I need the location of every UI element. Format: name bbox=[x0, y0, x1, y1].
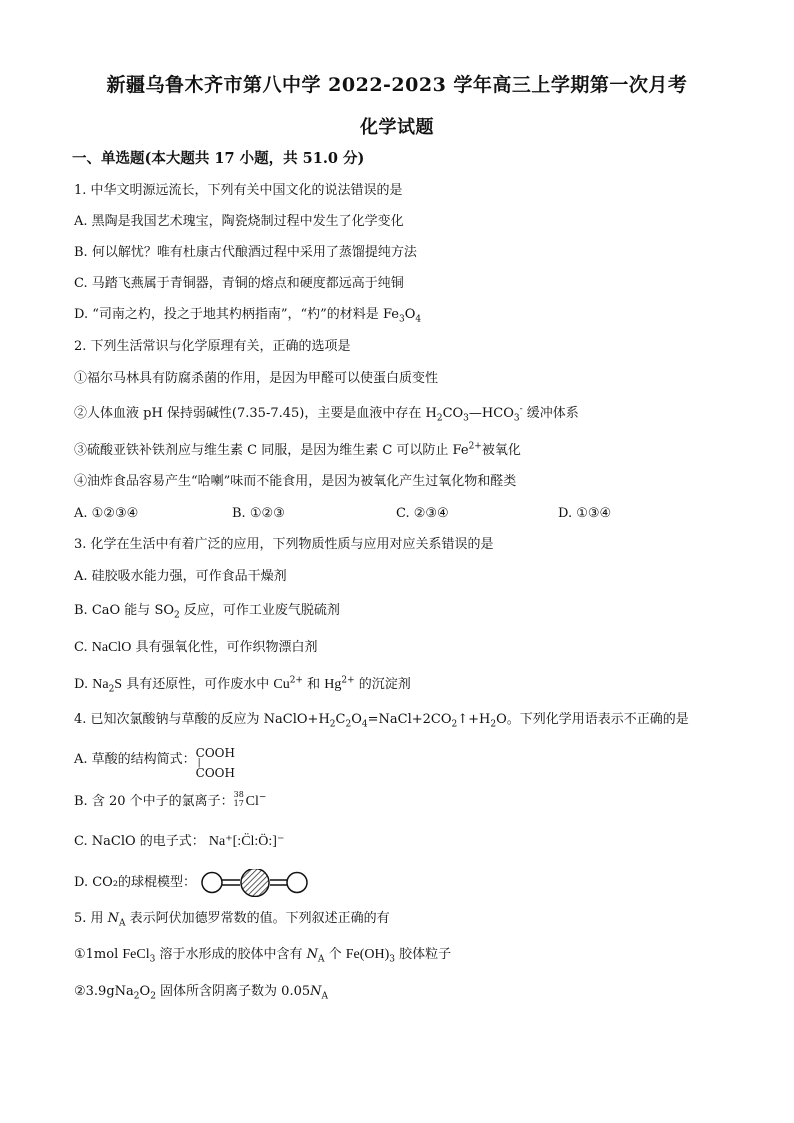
q4-option-d: D. CO₂的球棍模型： bbox=[74, 875, 197, 890]
q2-statement-1: ①福尔马林具有防腐杀菌的作用，是因为甲醛可以使蛋白质变性 bbox=[74, 371, 439, 386]
q3-stem: 3. 化学在生活中有着广泛的应用，下列物质性质与应用对应关系错误的是 bbox=[74, 537, 494, 552]
q5-stem: 5. 用 $N_A$ 表示阿伏加德罗常数的值。下列叙述正确的有 bbox=[74, 911, 390, 929]
q2-option-a: A. ①②③④ bbox=[74, 506, 139, 521]
q5-statement-2: $②3.9gNa_2O_2$ 固体所含阴离子数为 $0.05N_A$ bbox=[74, 984, 329, 1002]
oxalic-acid-structure: COOH | COOH bbox=[195, 746, 235, 780]
q2-statement-4: ④油炸食品容易产生“哈喇”味而不能食用，是因为被氧化产生过氧化物和醛类 bbox=[74, 474, 517, 489]
q2-statement-2: ②人体血液 pH 保持弱碱性(7.35-7.45)，主要是血液中存在 $H_2CO_3—HCO_3^-$ 缓冲体系 bbox=[74, 404, 579, 424]
q1-option-b: B. 何以解忧？唯有杜康古代酿酒过程中采用了蒸馏提纯方法 bbox=[74, 245, 417, 260]
q4-option-c: C. NaClO 的电子式： Na⁺[:C̈l:Ö:]⁻ bbox=[74, 834, 285, 849]
q1-option-a: A. 黑陶是我国艺术瑰宝，陶瓷烧制过程中发生了化学变化 bbox=[74, 214, 404, 229]
q2-option-d: D. ①③④ bbox=[558, 506, 612, 521]
chloride-isotope-notation: 38 17 bbox=[233, 790, 244, 808]
q1-option-d: D. “司南之杓，投之于地其杓柄指南”，“杓”的材料是 $Fe_3O_4$ bbox=[74, 307, 422, 325]
q4-option-a: A. 草酸的结构简式： COOH | COOH bbox=[74, 746, 235, 780]
q4-option-b: B. 含 20 个中子的氯离子： 38 17 Cl− bbox=[74, 790, 267, 809]
q1-stem: 1. 中华文明源远流长，下列有关中国文化的说法错误的是 bbox=[74, 183, 403, 198]
exam-subtitle: 化学试题 bbox=[360, 117, 434, 138]
q2-statement-3: ③硫酸亚铁补铁剂应与维生素 C 同服，是因为维生素 C 可以防止 $Fe^{2+}$被氧化 bbox=[74, 441, 521, 458]
q4-stem: 4. 已知次氯酸钠与草酸的反应为 $NaClO+H_2C_2O_4=NaCl+2CO_2↑+H_2O$。下列化学用语表示不正确的是 bbox=[74, 712, 689, 730]
section-heading: 一、单选题(本大题共 17 小题，共 51.0 分) bbox=[72, 150, 365, 167]
q3-option-c: C. NaClO 具有强氧化性，可作织物漂白剂 bbox=[74, 640, 318, 655]
q1-option-c: C. 马踏飞燕属于青铜器，青铜的熔点和硬度都远高于纯铜 bbox=[74, 276, 404, 291]
q3-option-d: D. $Na_2S$ 具有还原性，可作废水中 $Cu^{2+}$ 和 $Hg^{2+}$ 的沉淀剂 bbox=[74, 675, 411, 695]
q3-option-b: B. CaO 能与 $SO_2$ 反应，可作工业废气脱硫剂 bbox=[74, 603, 340, 621]
q3-option-a: A. 硅胶吸水能力强，可作食品干燥剂 bbox=[74, 569, 287, 584]
exam-title: 新疆乌鲁木齐市第八中学 2022-2023 学年高三上学期第一次月考 bbox=[106, 74, 688, 96]
co2-ball-stick-model bbox=[200, 869, 310, 897]
q5-statement-1: ①1mol FeCl$_3$ 溶于水形成的胶体中含有 $N_A$ 个 $Fe(OH)_3$ 胶体粒子 bbox=[74, 947, 452, 965]
q2-stem: 2. 下列生活常识与化学原理有关，正确的选项是 bbox=[74, 339, 351, 354]
q2-option-c: C. ②③④ bbox=[396, 506, 449, 521]
q2-option-b: B. ①②③ bbox=[232, 506, 285, 521]
